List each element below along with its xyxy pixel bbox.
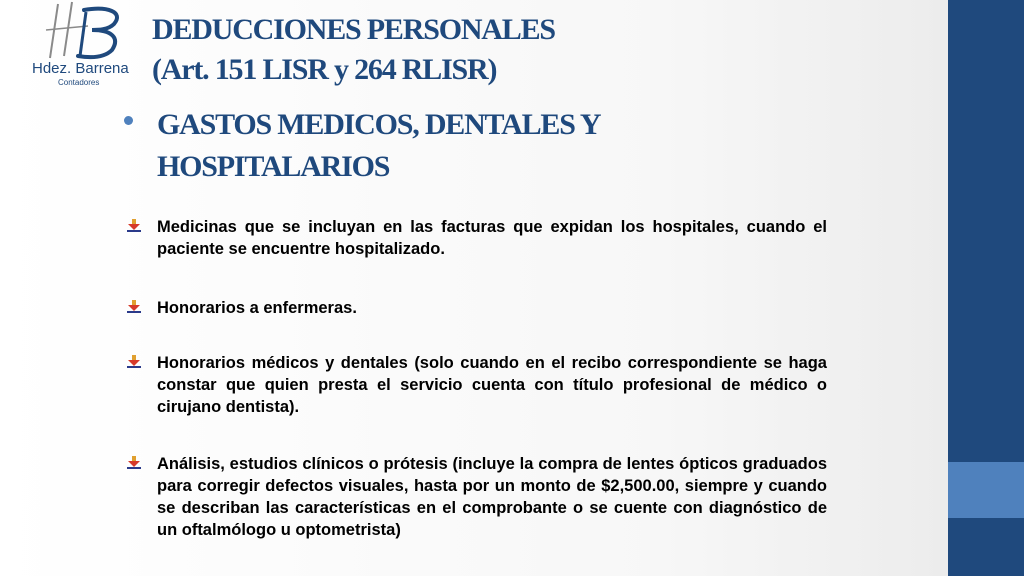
- list-item-text: Honorarios a enfermeras.: [157, 299, 357, 317]
- logo-company-subtitle: Contadores: [58, 78, 100, 87]
- slide-title-line-2: (Art. 151 LISR y 264 RLISR): [152, 53, 497, 86]
- list-item-text: Medicinas que se incluyan en las facturas que expidan los hospitales, cuando el paciente se encuentre hospitalizado.: [157, 218, 827, 258]
- hb-monogram-icon: [28, 0, 142, 66]
- bullet-dot-icon: [124, 116, 133, 125]
- logo-company-name: Hdez. Barrena: [32, 60, 129, 77]
- slide-title-line-1: DEDUCCIONES PERSONALES: [152, 13, 555, 46]
- arrow-down-bullet-icon: [126, 355, 142, 369]
- right-bar-accent: [948, 462, 1024, 518]
- company-logo: [28, 0, 142, 96]
- list-item-text: Honorarios médicos y dentales (solo cuando en el recibo correspondiente se haga constar que quien presta el servicio cuenta con título profesional de médico o cirujano dentista).: [157, 354, 827, 416]
- list-item-text: Análisis, estudios clínicos o prótesis (incluye la compra de lentes ópticos graduados para corregir defectos visuales, hasta por un monto de $2,500.00, siempre y cuando se describan las características en el comprobante o se cuente con diagnóstico de un oftalmólogo u optometrista): [157, 455, 827, 539]
- slide-title: [152, 10, 652, 90]
- main-bullet-line-1: GASTOS MEDICOS, DENTALES Y: [157, 108, 601, 141]
- arrow-down-bullet-icon: [126, 219, 142, 233]
- main-bullet-line-2: HOSPITALARIOS: [157, 150, 390, 183]
- arrow-down-bullet-icon: [126, 456, 142, 470]
- main-bullet-text: [157, 104, 600, 188]
- arrow-down-bullet-icon: [126, 300, 142, 314]
